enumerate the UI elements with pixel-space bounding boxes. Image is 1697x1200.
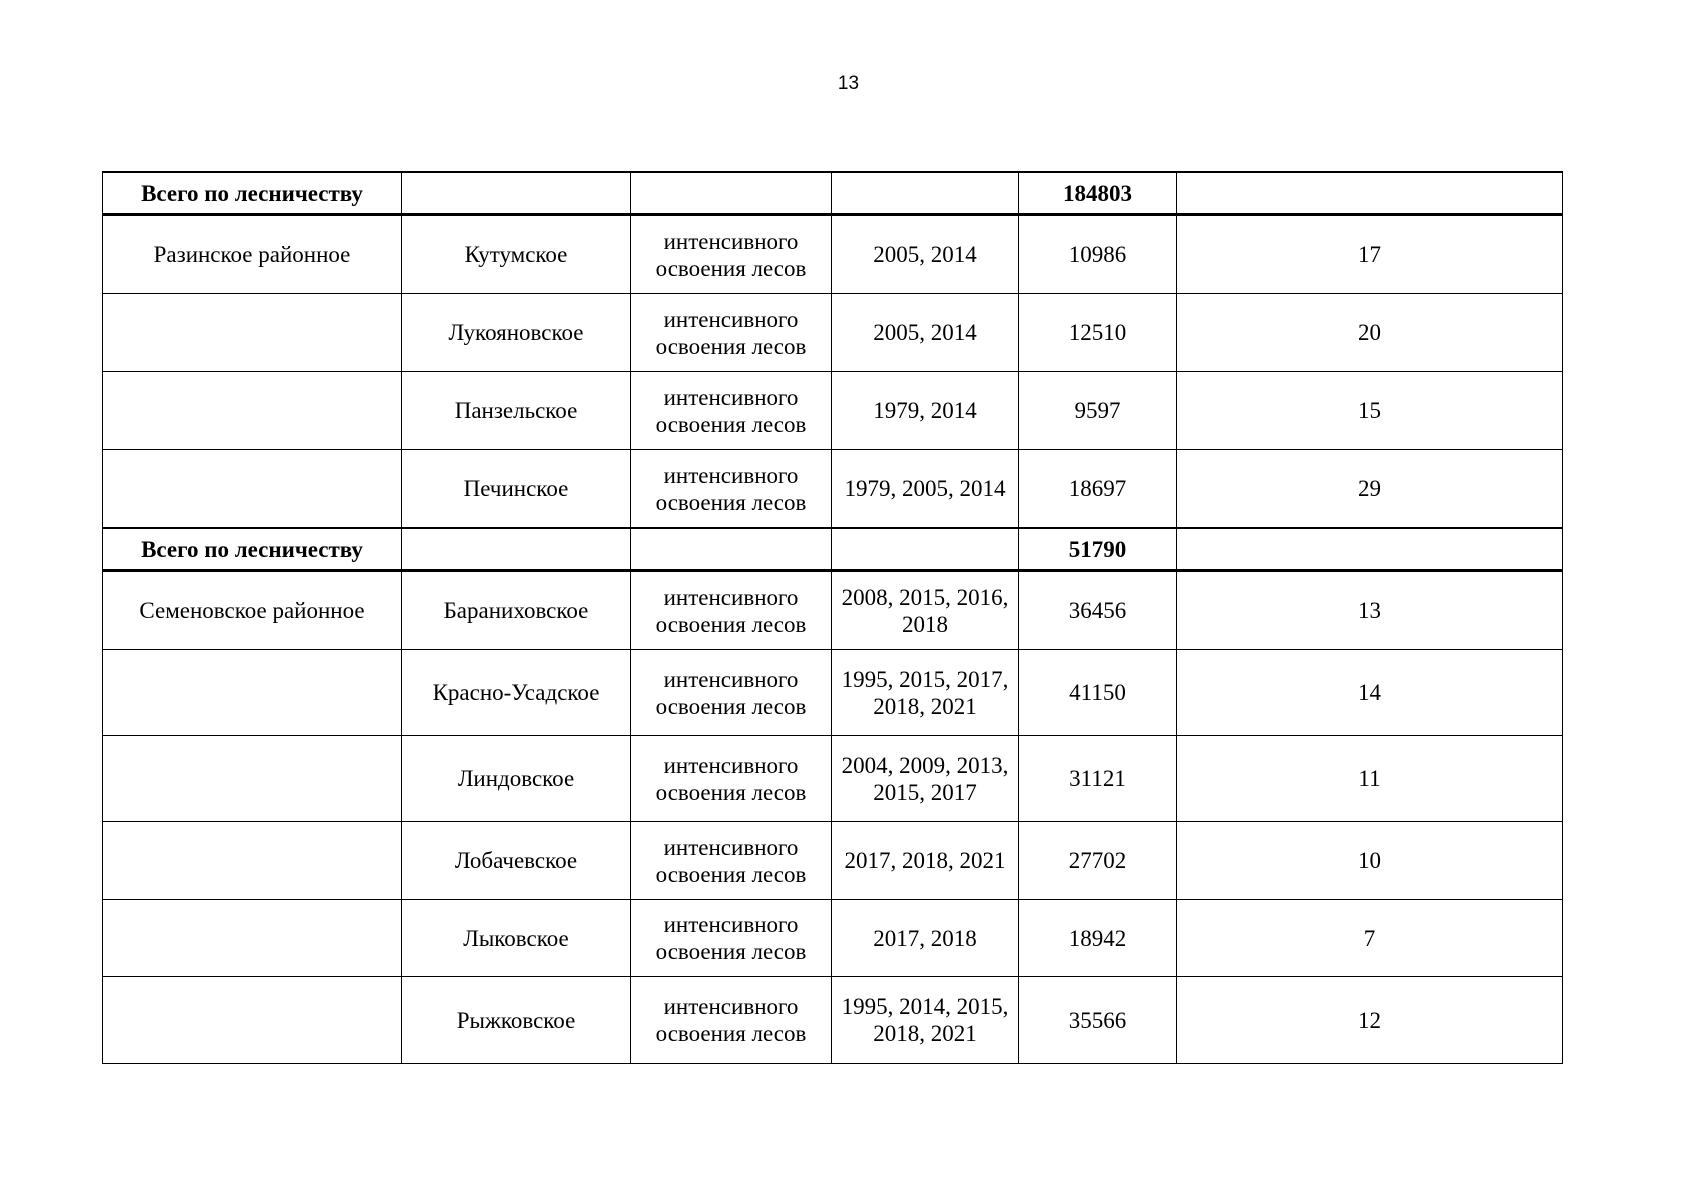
forest-cell: Панзельское [402,372,631,450]
count-cell: 11 [1177,736,1563,822]
page-number: 13 [837,73,860,94]
count-cell: 10 [1177,822,1563,900]
count-cell: 17 [1177,215,1563,294]
years-cell: 2008, 2015, 2016, 2018 [832,571,1019,650]
table-row [103,977,1563,1064]
empty-cell [1177,172,1563,215]
count-cell: 14 [1177,650,1563,736]
area-cell: 10986 [1019,215,1177,294]
forest-cell: Лыковское [402,900,631,977]
category-cell: интенсивного освоения лесов [631,450,832,529]
years-cell: 2005, 2014 [832,294,1019,372]
area-cell: 35566 [1019,977,1177,1064]
district-cell [103,736,402,822]
years-cell: 1995, 2015, 2017, 2018, 2021 [832,650,1019,736]
district-cell [103,822,402,900]
forest-cell: Лобачевское [402,822,631,900]
count-cell: 13 [1177,571,1563,650]
category-cell: интенсивного освоения лесов [631,977,832,1064]
forest-cell: Линдовское [402,736,631,822]
empty-cell [402,172,631,215]
empty-cell [832,172,1019,215]
district-cell [103,900,402,977]
area-cell: 18942 [1019,900,1177,977]
area-cell: 12510 [1019,294,1177,372]
years-cell: 1979, 2005, 2014 [832,450,1019,529]
years-cell: 2005, 2014 [832,215,1019,294]
table-row [103,571,1563,650]
area-cell: 18697 [1019,450,1177,529]
district-cell: Разинское районное [103,215,402,294]
table-row [103,900,1563,977]
years-cell: 2004, 2009, 2013, 2015, 2017 [832,736,1019,822]
total-row [103,172,1563,215]
table-row [103,736,1563,822]
forest-cell: Лукояновское [402,294,631,372]
district-cell [103,450,402,529]
table-row [103,372,1563,450]
district-cell [103,294,402,372]
area-cell: 36456 [1019,571,1177,650]
table-row [103,294,1563,372]
forest-cell: Кутумское [402,215,631,294]
category-cell: интенсивного освоения лесов [631,900,832,977]
count-cell: 29 [1177,450,1563,529]
forest-cell: Рыжковское [402,977,631,1064]
table-row [103,650,1563,736]
forest-cell: Красно-Усадское [402,650,631,736]
area-cell: 9597 [1019,372,1177,450]
district-cell [103,650,402,736]
category-cell: интенсивного освоения лесов [631,372,832,450]
total-area: 184803 [1019,172,1177,215]
empty-cell [631,172,832,215]
category-cell: интенсивного освоения лесов [631,736,832,822]
district-cell [103,977,402,1064]
years-cell: 1979, 2014 [832,372,1019,450]
empty-cell [631,528,832,571]
area-cell: 31121 [1019,736,1177,822]
total-label: Всего по лесничеству [103,172,402,215]
count-cell: 15 [1177,372,1563,450]
category-cell: интенсивного освоения лесов [631,822,832,900]
forest-table [102,171,1563,1064]
table-row [103,215,1563,294]
years-cell: 1995, 2014, 2015, 2018, 2021 [832,977,1019,1064]
empty-cell [402,528,631,571]
table-row [103,450,1563,529]
empty-cell [832,528,1019,571]
area-cell: 27702 [1019,822,1177,900]
count-cell: 12 [1177,977,1563,1064]
forest-cell: Печинское [402,450,631,529]
total-area: 51790 [1019,528,1177,571]
category-cell: интенсивного освоения лесов [631,571,832,650]
district-cell: Семеновское районное [103,571,402,650]
total-row [103,528,1563,571]
forest-cell: Бараниховское [402,571,631,650]
years-cell: 2017, 2018 [832,900,1019,977]
years-cell: 2017, 2018, 2021 [832,822,1019,900]
count-cell: 7 [1177,900,1563,977]
category-cell: интенсивного освоения лесов [631,650,832,736]
count-cell: 20 [1177,294,1563,372]
category-cell: интенсивного освоения лесов [631,294,832,372]
area-cell: 41150 [1019,650,1177,736]
total-label: Всего по лесничеству [103,528,402,571]
table-row [103,822,1563,900]
empty-cell [1177,528,1563,571]
category-cell: интенсивного освоения лесов [631,215,832,294]
district-cell [103,372,402,450]
